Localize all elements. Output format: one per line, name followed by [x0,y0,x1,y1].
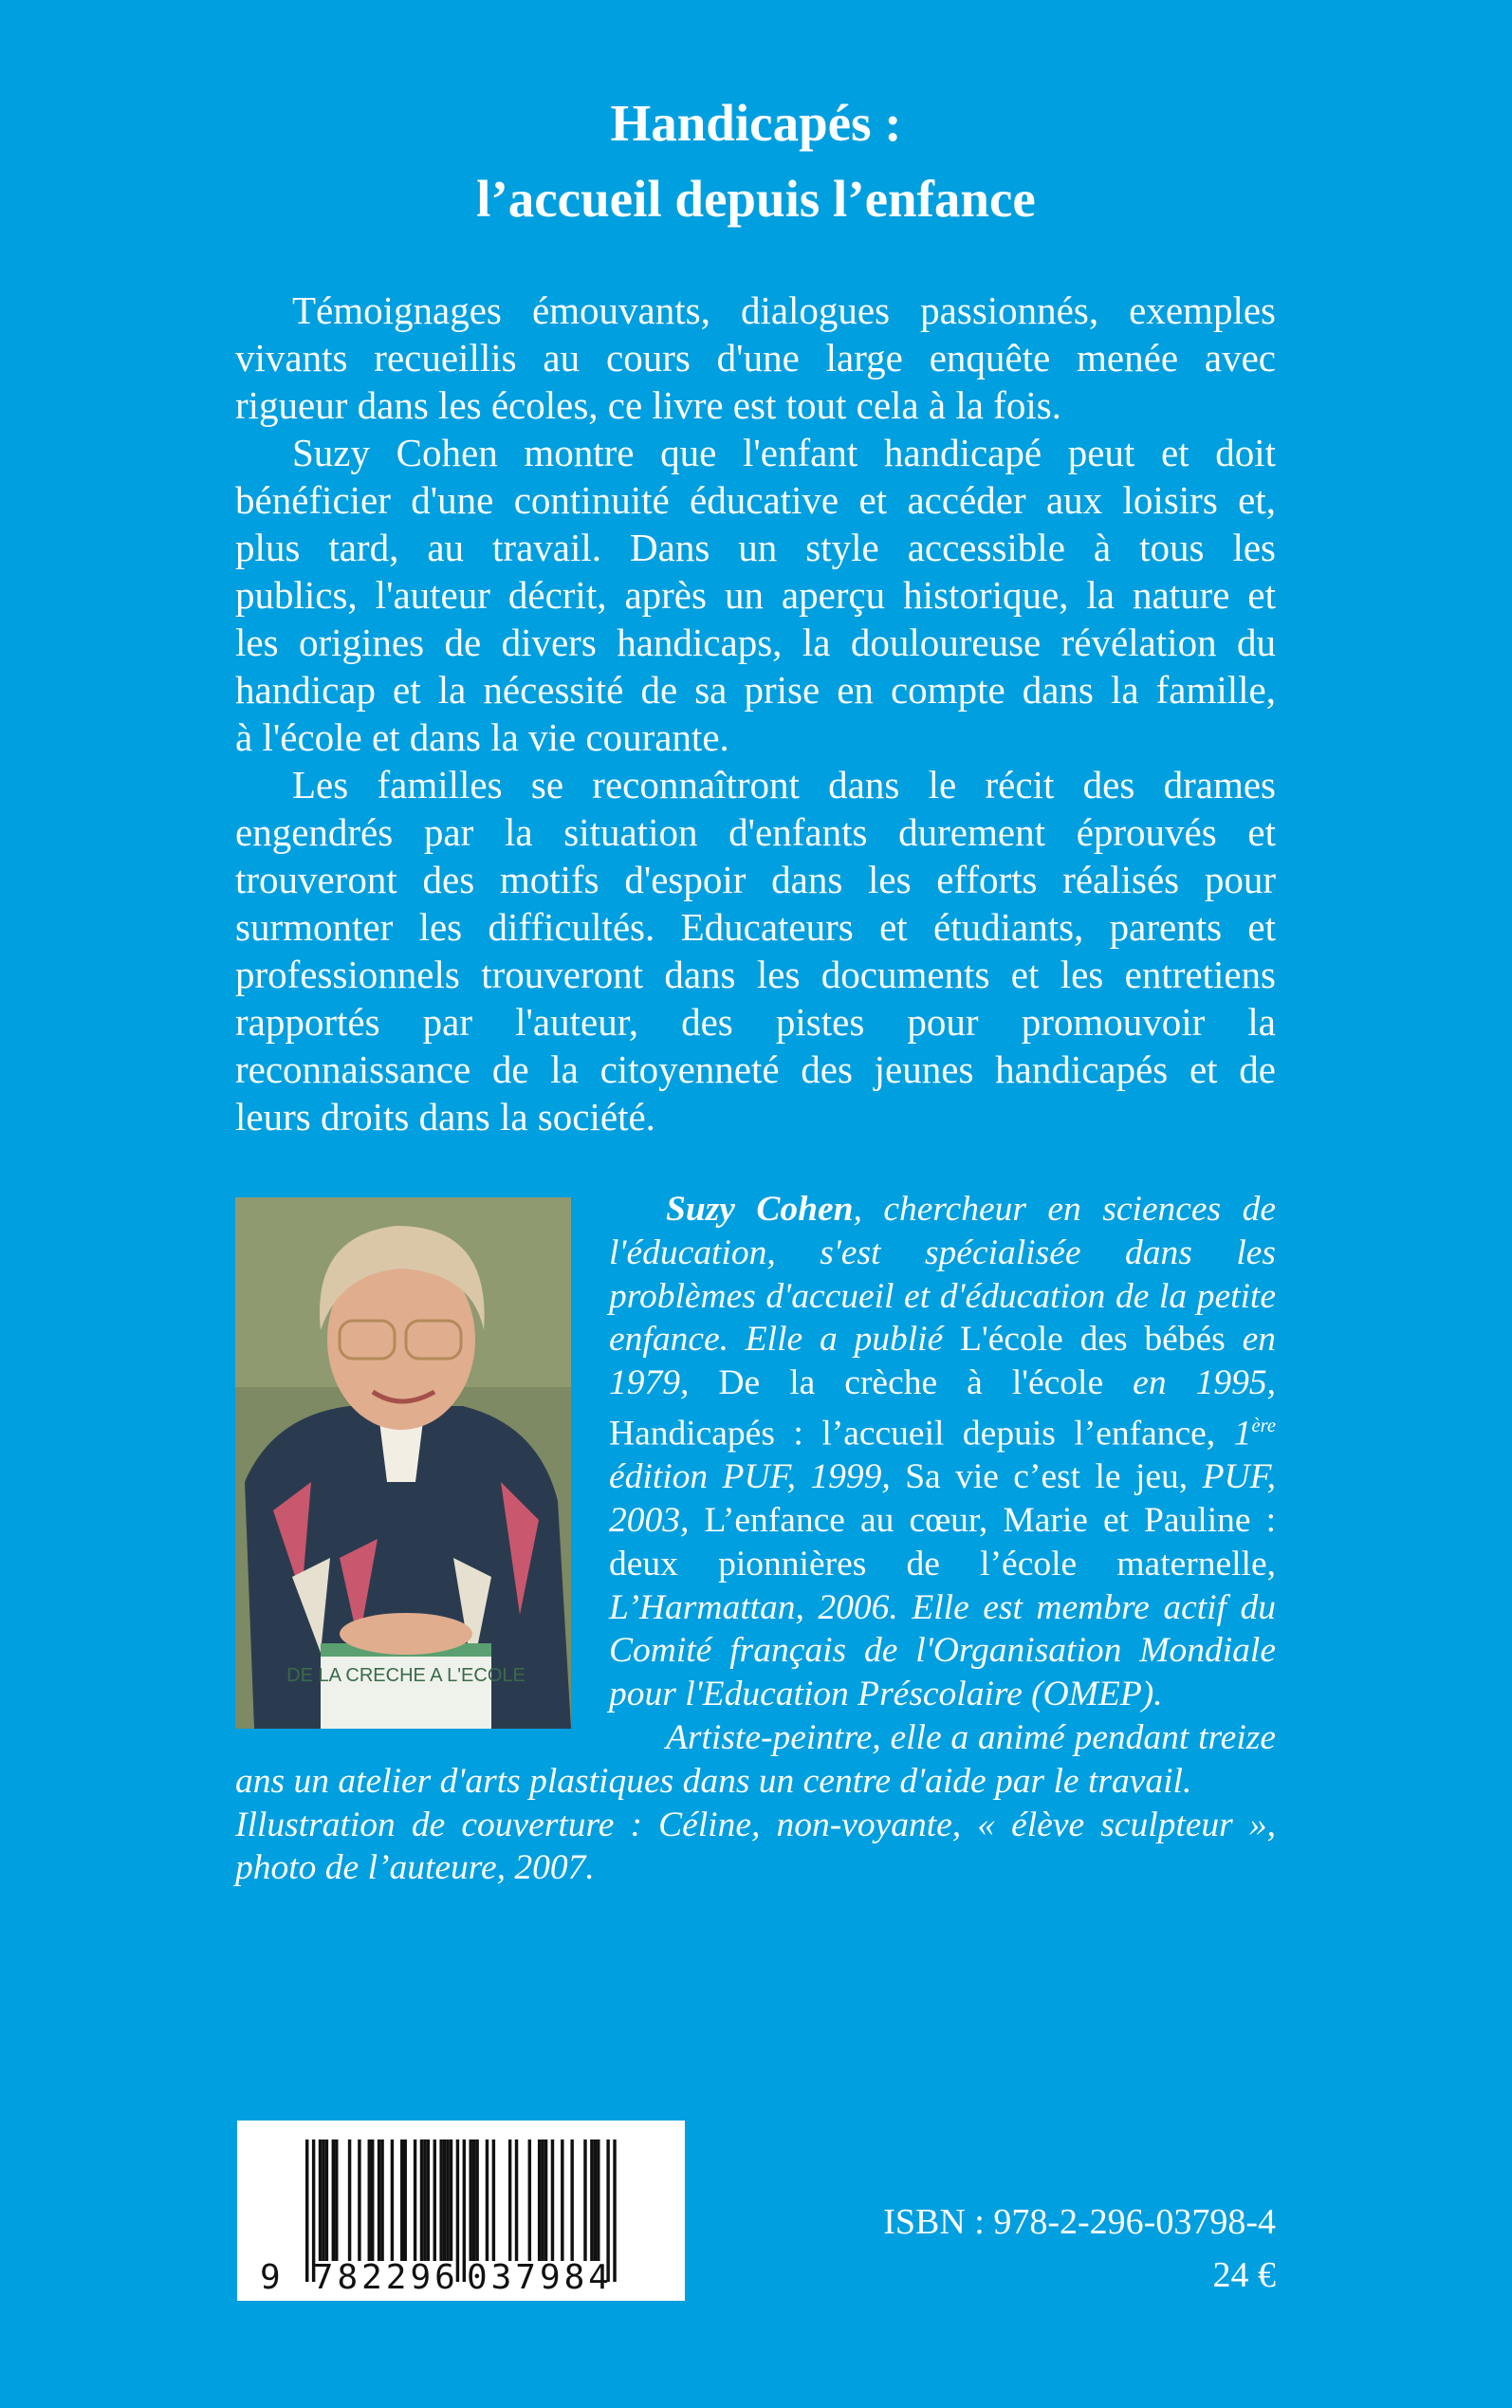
barcode-bar [463,2139,466,2282]
barcode-bar [335,2139,338,2261]
barcode-bar [472,2139,475,2261]
barcode-bar [423,2139,426,2261]
barcode-bar [443,2139,446,2261]
bio-segment: en 1995, [1103,1363,1276,1403]
blurb-line: rigueur dans les écoles, ce livre est tout cela à la fois. [235,383,1061,427]
bio-segment: De la crèche à l'école [718,1363,1104,1403]
barcode-bar [380,2139,383,2261]
bio-segment: Handicapés : l’accueil depuis l’enfance, [609,1414,1216,1454]
barcode-bar [486,2139,489,2261]
blurb-line: trouveront des motifs d'espoir dans les efforts réalisés pour [235,858,1276,901]
bio-segment: L'école des bébés [960,1320,1226,1360]
blurb-line: rapportés par l'auteur, des pistes pour promouvoir la [235,1000,1276,1044]
barcode-bar [456,2139,459,2282]
blurb-line: à l'école et dans la vie courante. [235,715,729,759]
price: 24 € [1212,2255,1276,2295]
photo-book-label: DE LA CRECHE A L'ECOLE [286,1665,526,1686]
bio-artist: Artiste-peintre, elle a animé pendant treize ans un atelier d'arts plastiques dans un centre d'aide par le travail. [235,1718,1276,1801]
barcode-bar [613,2139,616,2282]
bio-segment: , chercheur en sciences de l'éducation, s'est spécialisée dans les problèmes d'accueil et d'éducation de la petite enfance. Elle a publié [609,1190,1276,1360]
barcode-bar [332,2139,335,2261]
blurb-line: vivants recueillis au cours d'une large enquête menée avec [235,336,1276,380]
bio-segment: 1 [1215,1414,1252,1454]
barcode-bar [427,2139,430,2261]
barcode-digits: 782296 [312,2258,455,2297]
barcode-bar [590,2139,593,2261]
title-line-2: l’accueil depuis l’enfance [476,170,1036,228]
barcode-digits: 9 [260,2258,281,2297]
blurb-line: plus tard, au travail. Dans un style accessible à tous les [235,526,1276,569]
bio-segment: Suzy Cohen [666,1190,854,1229]
barcode-bar [391,2139,394,2261]
barcode-bar [433,2139,436,2261]
bio-segment: PUF, 2003, [609,1457,1277,1541]
barcode-bar [439,2139,442,2261]
barcode-bar [470,2139,472,2261]
barcode-bar [420,2139,423,2261]
author-bio [235,1188,1276,1890]
blurb-line: engendrés par la situation d'enfants durement éprouvés et [235,810,1276,854]
barcode-bar [348,2139,351,2261]
barcode-bar [594,2139,597,2261]
barcode-bar [446,2139,449,2261]
blurb-line: surmonter les difficultés. Educateurs et étudiants, parents et [235,905,1276,949]
barcode-bar [305,2139,308,2282]
blurb-line: Les familles se reconnaîtront dans le récit des drames [292,763,1276,806]
barcode-bar [492,2139,495,2261]
blurb-text [235,287,1276,1140]
bio-segment: L’enfance au cœur, Marie et Pauline : deux pionnières de l’école maternelle, [609,1501,1277,1584]
barcode-bar [371,2139,374,2261]
barcode-bar [528,2139,531,2261]
bio-segment: L’Harmattan, 2006. Elle est membre actif du Comité français de l'Organisation Mondiale pour l'Education Préscolaire (OMEP). [609,1587,1276,1714]
bio-segment: en 1979, [609,1320,1276,1403]
barcode [237,2121,685,2301]
bio-segment: ère [1251,1415,1277,1436]
cover-credit: Illustration de couverture : Céline, non-voyante, « élève sculpteur », photo de l’auteure, 2007. [235,1805,1276,1888]
bio-segment: Sa vie c’est le jeu, [905,1457,1189,1497]
blurb-line: publics, l'auteur décrit, après un aperçu historique, la nature et [235,573,1276,617]
barcode-bar [544,2139,547,2261]
barcode-bar [475,2139,478,2261]
barcode-bar [319,2139,322,2261]
barcode-bar [368,2139,371,2261]
barcode-bar [583,2139,586,2261]
title-line-1: Handicapés : [610,94,902,152]
book-title [0,85,1512,237]
barcode-bar [561,2139,563,2261]
barcode-bar [450,2139,452,2261]
blurb-line: professionnels trouveront dans les documents et les entretiens [235,953,1276,996]
blurb-line: les origines de divers handicaps, la douloureuse révélation du [235,621,1276,664]
barcode-bar [404,2139,407,2261]
barcode-digits: 037984 [466,2258,609,2297]
barcode-bar [358,2139,360,2261]
barcode-bar [570,2139,573,2261]
barcode-bar [414,2139,416,2261]
barcode-bar [538,2139,541,2261]
barcode-bar [508,2139,511,2261]
barcode-bar [551,2139,554,2261]
author-photo [235,1197,571,1729]
barcode-bar [322,2139,324,2261]
blurb-line: reconnaissance de la citoyenneté des jeunes handicapés et de [235,1047,1276,1091]
bio-segment: édition PUF, 1999, [609,1457,906,1497]
barcode-bar [400,2139,403,2261]
blurb-line: leurs droits dans la société. [235,1095,655,1139]
blurb-line: Suzy Cohen montre que l'enfant handicapé peut et doit [292,431,1276,474]
barcode-bar [597,2139,599,2261]
blurb-line: handicap et la nécessité de sa prise en compte dans la famille, [235,668,1276,712]
barcode-bar [515,2139,518,2261]
barcode-bar [378,2139,380,2261]
barcode-bar [541,2139,544,2261]
blurb-line: Témoignages émouvants, dialogues passionnés, exemples [292,288,1276,332]
blurb-line: bénéficier d'une continuité éducative et accéder aux loisirs et, [235,478,1276,522]
isbn: ISBN : 978-2-296-03798-4 [883,2202,1276,2242]
barcode-bar [325,2139,328,2261]
